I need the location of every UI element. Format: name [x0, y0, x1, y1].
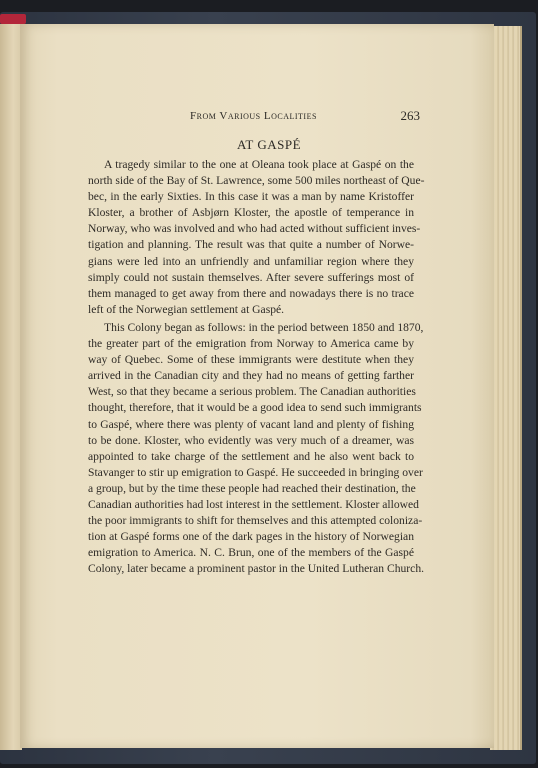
text-line: tion at Gaspé forms one of the dark pages in the history of Norwegian — [88, 530, 414, 544]
text-line: appointed to take charge of the settlement and he also went back to — [88, 449, 414, 463]
text-line: A tragedy similar to the one at Oleana took place at Gaspé on the — [104, 158, 414, 171]
text-line: the poor immigrants to shift for themselves and this attempted coloniza- — [88, 514, 423, 528]
text-line: This Colony began as follows: in the period between 1850 and 1870, — [104, 320, 424, 334]
text-line: simply could not sustain themselves. After severe sufferings most of — [88, 270, 414, 284]
text-line: way of Quebec. Some of these immigrants were destitute when they — [88, 353, 414, 367]
text-line: to Gaspé, where there was plenty of vacant land and plenty of fishing — [88, 417, 414, 431]
article-body — [88, 157, 425, 577]
page-number: 263 — [400, 108, 420, 123]
text-line: them managed to get away from there and nowadays there is no trace — [88, 286, 414, 300]
spine-label — [0, 14, 26, 24]
text-line: gians were led into an unfriendly and unfamiliar region where they — [88, 254, 414, 268]
text-line: emigration to America. N. C. Brun, one of the members of the Gaspé — [88, 546, 414, 560]
paragraph-1 — [88, 157, 425, 318]
text-line: a group, but by the time these people had reached their destination, the — [88, 481, 416, 495]
text-line: Kloster, a brother of Asbjørn Kloster, the apostle of temperance in — [88, 206, 414, 220]
running-head: From Various Localities — [190, 110, 317, 122]
text-line: left of the Norwegian settlement at Gaspé. — [88, 302, 285, 316]
text-line: arrived in the Canadian city and they had no means of getting farther — [88, 369, 414, 383]
text-line: the greater part of the emigration from Norway to America came by — [88, 337, 414, 351]
text-line: north side of the Bay of St. Lawrence, some 500 miles northeast of Que- — [88, 174, 425, 188]
text-line: West, so that they became a serious problem. The Canadian authorities — [88, 385, 416, 399]
text-line: Stavanger to stir up emigration to Gaspé. He succeeded in bringing over — [88, 465, 423, 479]
article-title: AT GASPÉ — [236, 137, 302, 152]
paragraph-2 — [88, 320, 425, 578]
facing-page-edge — [0, 24, 22, 750]
text-line: tigation and planning. The result was that quite a number of Norwe- — [88, 238, 414, 252]
text-line: Canadian authorities had lost interest in the settlement. Kloster allowed — [88, 497, 419, 511]
text-line: Colony, later became a prominent pastor in the United Lutheran Church. — [88, 562, 425, 576]
text-line: bec, in the early Sixties. In this case it was a man by name Kristoffer — [88, 190, 414, 204]
text-line: Norway, who was involved and who had acted without sufficient inves- — [88, 222, 421, 236]
text-line: thought, therefore, that it would be a good idea to send such immigrants — [88, 401, 422, 415]
text-line: to be done. Kloster, who evidently was very much of a dreamer, was — [88, 433, 414, 447]
page-edges — [490, 26, 522, 750]
